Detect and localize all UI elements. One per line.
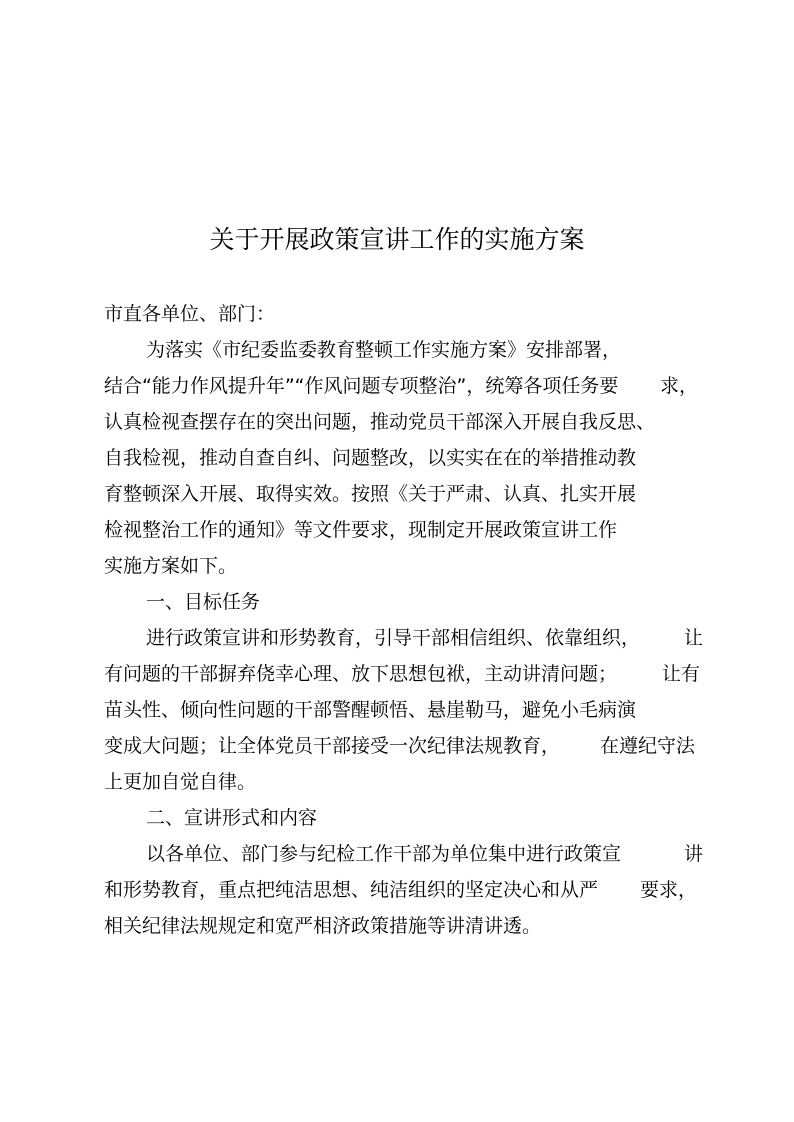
section-heading-2: 二、宣讲形式和内容 [146,807,318,829]
paragraph-line: 有问题的干部摒弃侥幸心理、放下思想包袱，主动讲清问题； [104,663,618,685]
paragraph-line: 育整顿深入开展、取得实效。按照《关于严肃、认真、扎实开展 [104,483,637,505]
paragraph-line: 以各单位、部门参与纪检工作干部为单位集中进行政策宣 [146,843,622,865]
paragraph-line: 结合“能力作风提升年”“作风问题专项整治”，统筹各项任务要 [104,375,619,397]
paragraph-line: 要求， [640,879,698,901]
paragraph-line: 和形势教育，重点把纯洁思想、纯洁组织的坚定决心和从严 [104,879,599,901]
paragraph-line: 变成大问题；让全体党员干部接受一次纪律法规教育， [104,735,561,757]
paragraph-line: 进行政策宣讲和形势教育，引导干部相信组织、依靠组织， [146,627,641,649]
paragraph-line: 自我检视，推动自查自纠、问题整改，以实实在在的举措推动教 [104,447,637,469]
paragraph-line: 为落实《市纪委监委教育整顿工作实施方案》安排部署， [146,339,622,361]
paragraph-line: 讲 [684,843,704,865]
paragraph-line: 让 [684,627,704,649]
paragraph-line: 相关纪律法规规定和宽严相济政策措施等讲清讲透。 [104,915,542,937]
paragraph-line: 认真检视查摆存在的突出问题，推动党员干部深入开展自我反思、 [104,411,656,433]
paragraph-line: 检视整治工作的通知》等文件要求，现制定开展政策宣讲工作 [104,519,618,541]
paragraph-line: 在遵纪守法 [600,735,696,757]
paragraph-line: 苗头性、倾向性问题的干部警醒顿悟、悬崖勒马，避免小毛病演 [104,699,637,721]
paragraph-line: 求， [660,375,699,397]
salutation: 市直各单位、部门： [104,303,276,325]
paragraph-line: 上更加自觉自律。 [104,771,257,793]
paragraph-line: 实施方案如下。 [104,555,238,577]
section-heading-1: 一、目标任务 [146,591,261,613]
document-title: 关于开展政策宣讲工作的实施方案 [209,225,585,254]
paragraph-line: 让有 [662,663,701,685]
